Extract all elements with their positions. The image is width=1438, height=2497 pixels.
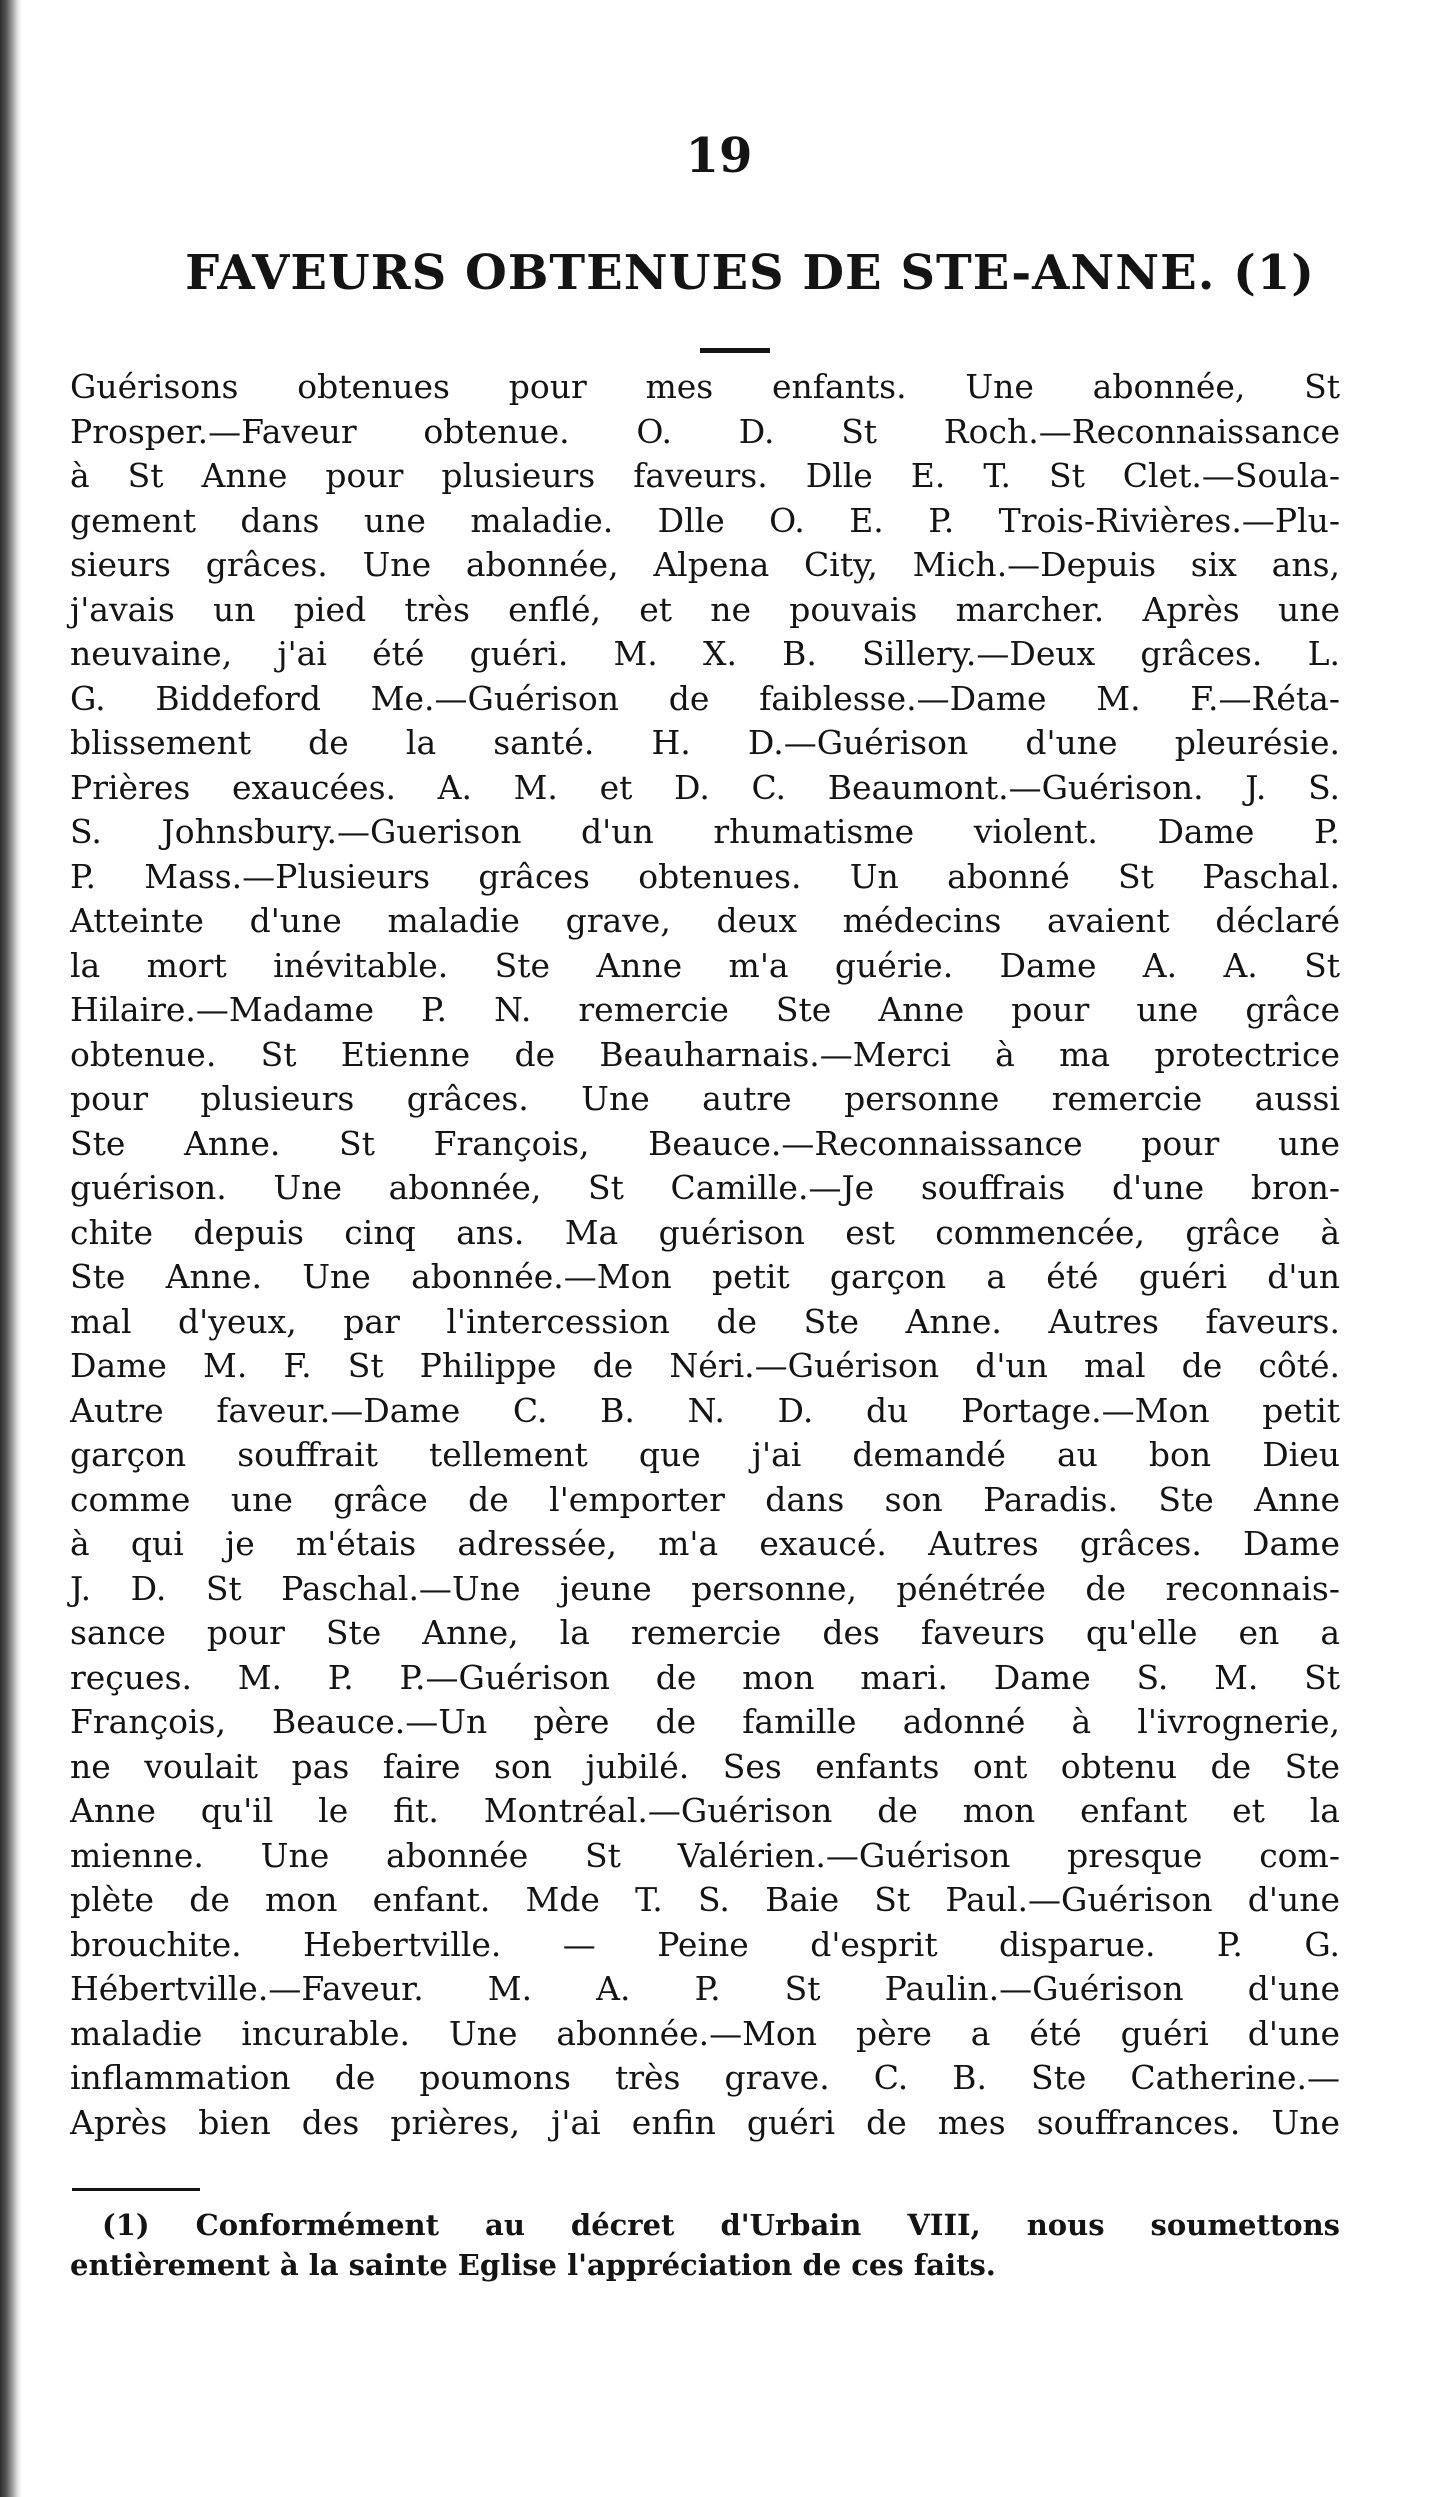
footnote-divider (72, 2188, 200, 2191)
body-line: François, Beauce.—Un père de famille adonné à l'ivrognerie, (70, 1702, 1340, 1741)
footnote (70, 2205, 1340, 2285)
body-line: Hébertville.—Faveur. M. A. P. St Paulin.—Guérison d'une (70, 1969, 1340, 2008)
page-title: FAVEURS OBTENUES DE STE-ANNE. (1) (185, 245, 1315, 301)
page-number: 19 (685, 128, 753, 184)
body-line: mal d'yeux, par l'intercession de Ste Anne. Autres faveurs. (70, 1301, 1340, 1341)
body-line: Anne qu'il le fit. Montréal.—Guérison de mon enfant et la (70, 1791, 1340, 1830)
body-line: comme une grâce de l'emporter dans son Paradis. Ste Anne (70, 1479, 1340, 1519)
body-line: pour plusieurs grâces. Une autre personne remercie aussi (70, 1079, 1340, 1118)
body-line: Autre faveur.—Dame C. B. N. D. du Portage.—Mon petit (70, 1390, 1340, 1430)
body-line: ne voulait pas faire son jubilé. Ses enfants ont obtenu de Ste (70, 1746, 1340, 1786)
body-line: Hilaire.—Madame P. N. remercie Ste Anne pour une grâce (70, 990, 1340, 1029)
title-divider (700, 348, 770, 353)
body-line: Prières exaucées. A. M. et D. C. Beaumont.—Guérison. J. S. (70, 767, 1340, 807)
footnote-line: entièrement à la sainte Eglise l'appréciation de ces faits. (70, 2248, 996, 2282)
body-line: mienne. Une abonnée St Valérien.—Guérison presque com- (70, 1835, 1340, 1875)
body-line: à St Anne pour plusieurs faveurs. Dlle E. T. St Clet.—Soula- (70, 456, 1340, 495)
body-line: Atteinte d'une maladie grave, deux médecins avaient déclaré (70, 901, 1340, 940)
body-line: S. Johnsbury.—Guerison d'un rhumatisme violent. Dame P. (70, 812, 1340, 851)
body-line: j'avais un pied très enflé, et ne pouvais marcher. Après une (70, 589, 1340, 629)
body-line: reçues. M. P. P.—Guérison de mon mari. Dame S. M. St (70, 1657, 1340, 1697)
body-line: Après bien des prières, j'ai enfin guéri de mes souffrances. Une (70, 2102, 1340, 2142)
body-line: Ste Anne. Une abonnée.—Mon petit garçon a été guéri d'un (70, 1257, 1340, 1296)
body-line: plète de mon enfant. Mde T. S. Baie St Paul.—Guérison d'une (70, 1880, 1340, 1919)
body-line: blissement de la santé. H. D.—Guérison d'une pleurésie. (70, 723, 1340, 762)
body-line: chite depuis cinq ans. Ma guérison est commencée, grâce à (70, 1212, 1340, 1252)
body-line: Dame M. F. St Philippe de Néri.—Guérison d'un mal de côté. (70, 1346, 1340, 1385)
body-line: maladie incurable. Une abonnée.—Mon père a été guéri d'une (70, 2013, 1340, 2053)
body-line: sance pour Ste Anne, la remercie des faveurs qu'elle en a (70, 1613, 1340, 1652)
footnote-line: (1) Conformément au décret d'Urbain VIII, nous soumettons (102, 2208, 1340, 2242)
body-line: P. Mass.—Plusieurs grâces obtenues. Un abonné St Paschal. (70, 856, 1340, 896)
body-line: Ste Anne. St François, Beauce.—Reconnaissance pour une (70, 1123, 1340, 1163)
body-line: guérison. Une abonnée, St Camille.—Je souffrais d'une bron- (70, 1168, 1340, 1207)
body-line: brouchite. Hebertville. — Peine d'esprit disparue. P. G. (70, 1924, 1340, 1964)
body-line: Guérisons obtenues pour mes enfants. Une abonnée, St (70, 367, 1340, 406)
body-line: à qui je m'étais adressée, m'a exaucé. Autres grâces. Dame (70, 1524, 1340, 1563)
body-line: garçon souffrait tellement que j'ai demandé au bon Dieu (70, 1435, 1340, 1474)
body-line: J. D. St Paschal.—Une jeune personne, pénétrée de reconnais- (70, 1568, 1340, 1608)
body-line: neuvaine, j'ai été guéri. M. X. B. Sillery.—Deux grâces. L. (70, 634, 1340, 673)
body-line: la mort inévitable. Ste Anne m'a guérie. Dame A. A. St (70, 945, 1340, 985)
body-line: Prosper.—Faveur obtenue. O. D. St Roch.—Reconnaissance (70, 411, 1340, 451)
body-line: sieurs grâces. Une abonnée, Alpena City, Mich.—Depuis six ans, (70, 545, 1340, 584)
body-text (70, 365, 1340, 2145)
body-line: inflammation de poumons très grave. C. B. Ste Catherine.— (70, 2058, 1340, 2097)
page-binding-edge (0, 0, 22, 2497)
body-line: obtenue. St Etienne de Beauharnais.—Merci à ma protectrice (70, 1034, 1340, 1074)
body-line: G. Biddeford Me.—Guérison de faiblesse.—Dame M. F.—Réta- (70, 678, 1340, 718)
body-line: gement dans une maladie. Dlle O. E. P. Trois-Rivières.—Plu- (70, 500, 1340, 540)
